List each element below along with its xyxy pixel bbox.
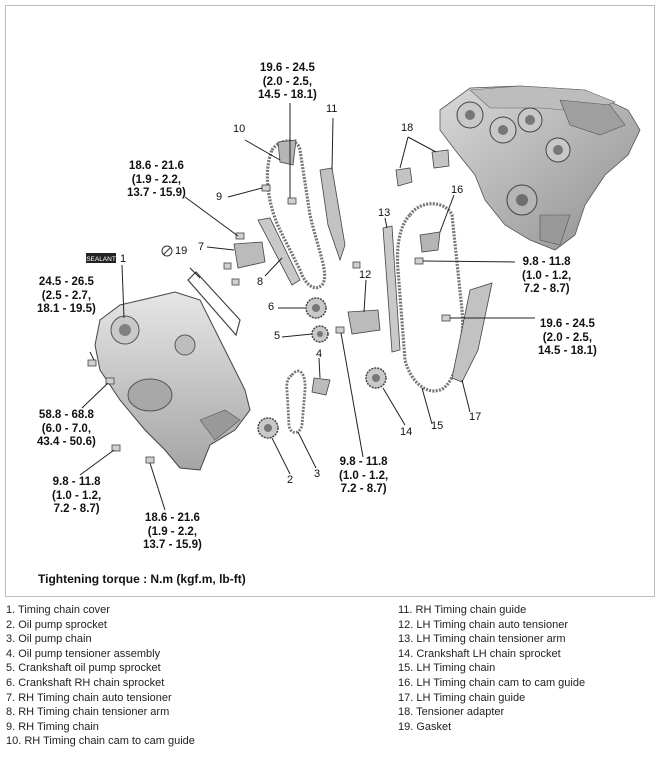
- callout-19: 19: [175, 245, 188, 257]
- legend-item: 6. Crankshaft RH chain sprocket: [6, 676, 165, 689]
- oil-pump-sprocket: [258, 418, 278, 438]
- callout-11: 11: [326, 103, 338, 115]
- callout-16: 16: [451, 184, 464, 196]
- legend-item: 18. Tensioner adapter: [398, 706, 505, 719]
- crankshaft-rh-sprocket: [306, 298, 326, 318]
- legend-item: 2. Oil pump sprocket: [6, 618, 107, 631]
- legend-item: 3. Oil pump chain: [6, 633, 92, 646]
- crankshaft-lh-sprocket: [366, 368, 386, 388]
- sealant-marker: [86, 253, 116, 263]
- callout-18: 18: [401, 122, 414, 134]
- rh-timing-chain: [267, 141, 324, 288]
- legend-item: 8. RH Timing chain tensioner arm: [6, 706, 170, 719]
- legend-item: 15. LH Timing chain: [398, 662, 496, 675]
- callout-12: 12: [359, 269, 372, 281]
- no-reuse-icon: [162, 246, 172, 256]
- tensioner-adapter-b: [432, 150, 449, 168]
- torque-label-cover-bolt: 58.8 - 68.8 (6.0 - 7.0, 43.4 - 50.6): [37, 409, 96, 448]
- legend-item: 7. RH Timing chain auto tensioner: [6, 691, 172, 704]
- callout-13: 13: [378, 207, 391, 219]
- lh-timing-chain: [398, 204, 463, 391]
- lh-auto-tensioner: [348, 310, 380, 334]
- torque-label-oil-pump-tensioner-bolt: 9.8 - 11.8 (1.0 - 1.2, 7.2 - 8.7): [339, 456, 389, 495]
- legend-item: 9. RH Timing chain: [6, 720, 99, 733]
- oil-pump-tensioner: [312, 378, 330, 395]
- callout-8: 8: [257, 276, 264, 288]
- torque-label-cover-top-bolt: 24.5 - 26.5 (2.5 - 2.7, 18.1 - 19.5): [37, 276, 96, 315]
- legend-item: 5. Crankshaft oil pump sprocket: [6, 662, 161, 675]
- legend-item: 4. Oil pump tensioner assembly: [6, 647, 161, 660]
- lh-tensioner-arm: [383, 226, 400, 352]
- callout-1: 1: [120, 253, 127, 265]
- torque-label-lh-tensioner-bolts: 9.8 - 11.8 (1.0 - 1.2, 7.2 - 8.7): [522, 256, 572, 295]
- callout-6: 6: [268, 301, 275, 313]
- oil-pump-chain: [287, 371, 305, 433]
- callout-9: 9: [216, 191, 223, 203]
- torque-units-caption: Tightening torque : N.m (kgf.m, lb-ft): [38, 572, 246, 586]
- legend-item: 13. LH Timing chain tensioner arm: [398, 633, 566, 646]
- torque-label-lh-guide-bolts: 19.6 - 24.5 (2.0 - 2.5, 14.5 - 18.1): [538, 318, 597, 357]
- legend-item: 11. RH Timing chain guide: [398, 604, 527, 616]
- legend-item: 1. Timing chain cover: [6, 604, 110, 616]
- legend-item: 12. LH Timing chain auto tensioner: [398, 618, 568, 631]
- rh-chain-cam-guide: [278, 140, 296, 165]
- callout-4: 4: [316, 348, 323, 360]
- callout-5: 5: [274, 330, 281, 342]
- callout-3: 3: [314, 468, 321, 480]
- rh-auto-tensioner: [234, 242, 265, 268]
- callout-7: 7: [198, 241, 205, 253]
- legend-item: 16. LH Timing chain cam to cam guide: [398, 676, 586, 689]
- callout-14: 14: [400, 426, 413, 438]
- rh-chain-guide: [320, 168, 345, 260]
- lh-chain-cam-guide: [420, 232, 440, 252]
- tensioner-adapter-a: [396, 168, 412, 186]
- torque-label-rh-guide-bolts: 19.6 - 24.5 (2.0 - 2.5, 14.5 - 18.1): [258, 62, 317, 101]
- torque-label-cover-small-bolt: 9.8 - 11.8 (1.0 - 1.2, 7.2 - 8.7): [52, 476, 102, 515]
- torque-label-rh-tensioner-bolts: 18.6 - 21.6 (1.9 - 2.2, 13.7 - 15.9): [127, 160, 186, 199]
- callout-17: 17: [469, 411, 482, 423]
- callout-10: 10: [233, 123, 246, 135]
- callout-2: 2: [287, 474, 294, 486]
- svg-text:SEALANT: SEALANT: [86, 256, 116, 263]
- lh-chain-guide: [452, 283, 492, 382]
- legend-item: 17. LH Timing chain guide: [398, 691, 526, 704]
- engine-block-illustration: [440, 86, 640, 250]
- parts-legend-right: [398, 603, 585, 734]
- legend-item: 14. Crankshaft LH chain sprocket: [398, 647, 561, 660]
- parts-legend-left: [6, 603, 195, 749]
- legend-item: 10. RH Timing chain cam to cam guide: [6, 735, 195, 748]
- torque-label-cover-lower-bolt: 18.6 - 21.6 (1.9 - 2.2, 13.7 - 15.9): [143, 512, 202, 551]
- crankshaft-oil-pump-sprocket: [312, 326, 328, 342]
- timing-chain-cover-illustration: [95, 292, 250, 470]
- callout-15: 15: [431, 420, 444, 432]
- legend-item: 19. Gasket: [398, 720, 452, 733]
